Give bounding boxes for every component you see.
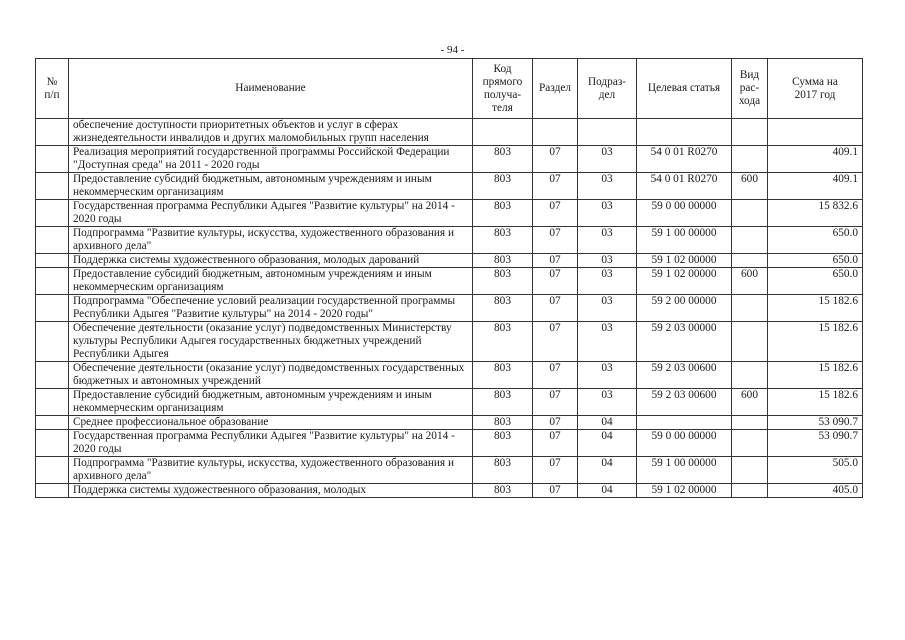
cell-exp-type [732, 119, 768, 146]
cell-num [36, 146, 69, 173]
cell-subsection: 03 [578, 322, 637, 362]
cell-section: 07 [533, 295, 578, 322]
cell-target: 59 1 02 00000 [637, 254, 732, 268]
cell-subsection: 03 [578, 362, 637, 389]
header-target-text: Целевая статья [647, 82, 721, 94]
cell-name: Предоставление субсидий бюджетным, автономным учреждениям и иным некоммерческим организациям [69, 173, 473, 200]
header-name-text: Наименование [235, 82, 306, 94]
cell-code: 803 [473, 268, 533, 295]
table-body [36, 119, 863, 498]
cell-code: 803 [473, 389, 533, 416]
header-subsection [578, 59, 637, 119]
cell-code [473, 119, 533, 146]
cell-sum: 405.0 [768, 484, 863, 498]
header-name [69, 59, 473, 119]
cell-target: 59 0 00 00000 [637, 430, 732, 457]
cell-num [36, 430, 69, 457]
cell-exp-type [732, 457, 768, 484]
cell-sum: 15 832.6 [768, 200, 863, 227]
cell-subsection: 03 [578, 268, 637, 295]
header-exp-type-text: Вид рас- хода [738, 69, 761, 107]
cell-name: Государственная программа Республики Адыгея "Развитие культуры" на 2014 - 2020 годы [69, 200, 473, 227]
cell-name: Государственная программа Республики Адыгея "Развитие культуры" на 2014 - 2020 годы [69, 430, 473, 457]
header-section [533, 59, 578, 119]
table-row [36, 146, 863, 173]
cell-subsection: 03 [578, 173, 637, 200]
cell-code: 803 [473, 484, 533, 498]
header-target [637, 59, 732, 119]
cell-subsection: 03 [578, 389, 637, 416]
table-row [36, 227, 863, 254]
cell-sum: 15 182.6 [768, 389, 863, 416]
cell-target: 59 2 00 00000 [637, 295, 732, 322]
cell-exp-type: 600 [732, 173, 768, 200]
cell-section: 07 [533, 322, 578, 362]
cell-sum: 53 090.7 [768, 416, 863, 430]
cell-name: Обеспечение деятельности (оказание услуг) подведомственных государственных бюджетных и автономных учреждений [69, 362, 473, 389]
cell-target: 59 2 03 00000 [637, 322, 732, 362]
header-exp-type [732, 59, 768, 119]
cell-sum: 15 182.6 [768, 362, 863, 389]
cell-section: 07 [533, 416, 578, 430]
cell-target [637, 416, 732, 430]
cell-name: Поддержка системы художественного образования, молодых [69, 484, 473, 498]
cell-section: 07 [533, 146, 578, 173]
cell-sum [768, 119, 863, 146]
cell-section: 07 [533, 254, 578, 268]
cell-name: Среднее профессиональное образование [69, 416, 473, 430]
cell-sum: 650.0 [768, 268, 863, 295]
cell-num [36, 268, 69, 295]
page-number: - 94 - [440, 44, 465, 56]
cell-sum: 15 182.6 [768, 322, 863, 362]
header-subsection-text: Подраз- дел [587, 75, 627, 101]
cell-exp-type [732, 295, 768, 322]
cell-num [36, 200, 69, 227]
header-num [36, 59, 69, 119]
cell-section: 07 [533, 457, 578, 484]
header-sum-text: Сумма на 2017 год [792, 75, 838, 101]
cell-sum: 53 090.7 [768, 430, 863, 457]
cell-subsection: 04 [578, 416, 637, 430]
cell-exp-type [732, 200, 768, 227]
cell-num [36, 322, 69, 362]
cell-code: 803 [473, 362, 533, 389]
cell-code: 803 [473, 416, 533, 430]
table-row [36, 254, 863, 268]
cell-sum: 409.1 [768, 173, 863, 200]
cell-exp-type [732, 146, 768, 173]
cell-sum: 505.0 [768, 457, 863, 484]
cell-exp-type [732, 362, 768, 389]
header-code-text: Код прямого получа- теля [482, 62, 523, 114]
cell-num [36, 254, 69, 268]
cell-sum: 650.0 [768, 254, 863, 268]
cell-target: 59 2 03 00600 [637, 389, 732, 416]
cell-name: Подпрограмма "Обеспечение условий реализации государственной программы Республики Адыгея "Развитие культуры" на 2014 - 2020 годы" [69, 295, 473, 322]
cell-section: 07 [533, 484, 578, 498]
cell-section: 07 [533, 430, 578, 457]
cell-exp-type: 600 [732, 389, 768, 416]
header-num-text: № п/п [44, 75, 60, 101]
cell-subsection: 03 [578, 227, 637, 254]
table-row [36, 173, 863, 200]
table-row [36, 484, 863, 498]
cell-subsection: 04 [578, 457, 637, 484]
cell-subsection: 04 [578, 430, 637, 457]
table-row [36, 119, 863, 146]
cell-exp-type [732, 416, 768, 430]
cell-code: 803 [473, 254, 533, 268]
cell-num [36, 173, 69, 200]
table-row [36, 362, 863, 389]
cell-name: обеспечение доступности приоритетных объектов и услуг в сферах жизнедеятельности инвалидов и других маломобильных групп населения [69, 119, 473, 146]
cell-exp-type [732, 322, 768, 362]
cell-code: 803 [473, 227, 533, 254]
cell-target: 54 0 01 R0270 [637, 173, 732, 200]
cell-num [36, 119, 69, 146]
cell-section: 07 [533, 227, 578, 254]
table-row [36, 268, 863, 295]
table-row [36, 457, 863, 484]
header-code [473, 59, 533, 119]
cell-subsection: 03 [578, 200, 637, 227]
cell-name: Реализация мероприятий государственной программы Российской Федерации "Доступная среда" на 2011 - 2020 годы [69, 146, 473, 173]
cell-name: Подпрограмма "Развитие культуры, искусства, художественного образования и архивного дела" [69, 457, 473, 484]
cell-sum: 15 182.6 [768, 295, 863, 322]
cell-subsection: 04 [578, 484, 637, 498]
cell-target: 54 0 01 R0270 [637, 146, 732, 173]
table-row [36, 295, 863, 322]
cell-section: 07 [533, 173, 578, 200]
cell-num [36, 484, 69, 498]
budget-table [35, 58, 863, 498]
cell-sum: 409.1 [768, 146, 863, 173]
header-sum [768, 59, 863, 119]
cell-target [637, 119, 732, 146]
cell-exp-type: 600 [732, 268, 768, 295]
cell-target: 59 2 03 00600 [637, 362, 732, 389]
cell-section: 07 [533, 200, 578, 227]
cell-num [36, 362, 69, 389]
cell-num [36, 295, 69, 322]
cell-subsection [578, 119, 637, 146]
cell-target: 59 1 02 00000 [637, 268, 732, 295]
table-row [36, 416, 863, 430]
header-section-text: Раздел [539, 82, 571, 94]
cell-sum: 650.0 [768, 227, 863, 254]
cell-code: 803 [473, 457, 533, 484]
cell-section [533, 119, 578, 146]
cell-name: Обеспечение деятельности (оказание услуг) подведомственных Министерству культуры Республики Адыгея государственных бюджетных учреждений Республики Адыгея [69, 322, 473, 362]
cell-num [36, 416, 69, 430]
cell-num [36, 457, 69, 484]
cell-name: Поддержка системы художественного образования, молодых дарований [69, 254, 473, 268]
cell-code: 803 [473, 200, 533, 227]
cell-subsection: 03 [578, 295, 637, 322]
cell-subsection: 03 [578, 146, 637, 173]
cell-name: Предоставление субсидий бюджетным, автономным учреждениям и иным некоммерческим организациям [69, 268, 473, 295]
cell-target: 59 1 00 00000 [637, 457, 732, 484]
table-row [36, 389, 863, 416]
table-row [36, 430, 863, 457]
table-row [36, 200, 863, 227]
cell-subsection: 03 [578, 254, 637, 268]
cell-exp-type [732, 227, 768, 254]
cell-name: Предоставление субсидий бюджетным, автономным учреждениям и иным некоммерческим организациям [69, 389, 473, 416]
cell-num [36, 227, 69, 254]
cell-code: 803 [473, 146, 533, 173]
cell-code: 803 [473, 430, 533, 457]
cell-code: 803 [473, 322, 533, 362]
cell-code: 803 [473, 295, 533, 322]
cell-section: 07 [533, 389, 578, 416]
table-row [36, 322, 863, 362]
cell-code: 803 [473, 173, 533, 200]
cell-exp-type [732, 254, 768, 268]
cell-target: 59 0 00 00000 [637, 200, 732, 227]
cell-name: Подпрограмма "Развитие культуры, искусства, художественного образования и архивного дела" [69, 227, 473, 254]
cell-section: 07 [533, 268, 578, 295]
cell-exp-type [732, 430, 768, 457]
cell-num [36, 389, 69, 416]
cell-section: 07 [533, 362, 578, 389]
cell-exp-type [732, 484, 768, 498]
cell-target: 59 1 00 00000 [637, 227, 732, 254]
table-header-row [36, 59, 863, 119]
cell-target: 59 1 02 00000 [637, 484, 732, 498]
